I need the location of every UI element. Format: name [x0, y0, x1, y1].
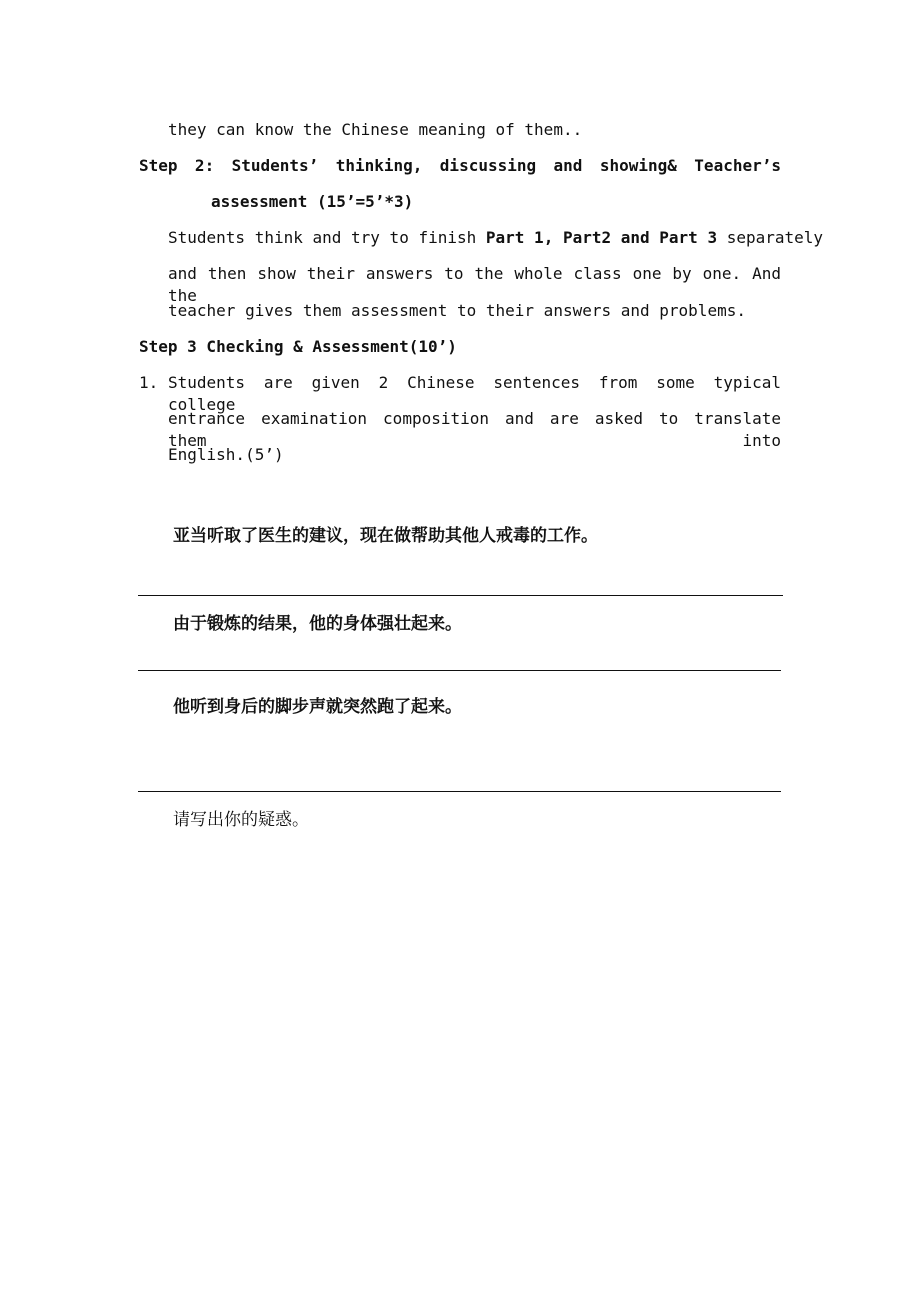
step3-item-line3: English.(5’)	[168, 445, 284, 464]
step2-body-line2: and then show their answers to the whole class one by one. And the	[168, 264, 781, 305]
step3-item-line2: entrance examination composition and are asked to translate them into	[168, 409, 781, 450]
step2-body-line1	[168, 227, 823, 249]
exercise-sentence-2: 由于锻炼的结果，他的身体强壮起来。	[173, 614, 462, 634]
step3-item-number: 1.	[139, 373, 159, 392]
answer-line-3[interactable]	[138, 791, 781, 792]
answer-line-2[interactable]	[138, 670, 781, 671]
exercise-sentence-1: 亚当听取了医生的建议，现在做帮助其他人戒毒的工作。	[173, 526, 598, 546]
step2-body-lead: Students think and try to finish	[168, 228, 486, 247]
step2-body-line3: teacher gives them assessment to their answers and problems.	[168, 301, 746, 320]
step2-heading-line2: assessment (15’=5’*3)	[211, 192, 414, 211]
step2-heading-line1: Step 2: Students’ thinking, discussing and showing& Teacher’s	[139, 156, 781, 175]
step3-item-line1: Students are given 2 Chinese sentences from some typical college	[168, 373, 781, 414]
intro-line: they can know the Chinese meaning of them..	[168, 120, 583, 139]
question-prompt: 请写出你的疑惑。	[173, 810, 309, 830]
step2-body-parts: Part 1, Part2 and Part 3	[485, 228, 718, 247]
exercise-sentence-3: 他听到身后的脚步声就突然跑了起来。	[173, 697, 462, 717]
step3-heading: Step 3 Checking & Assessment(10’)	[139, 337, 457, 356]
answer-line-1[interactable]	[138, 595, 783, 596]
step2-body-tail: separately	[717, 228, 824, 247]
